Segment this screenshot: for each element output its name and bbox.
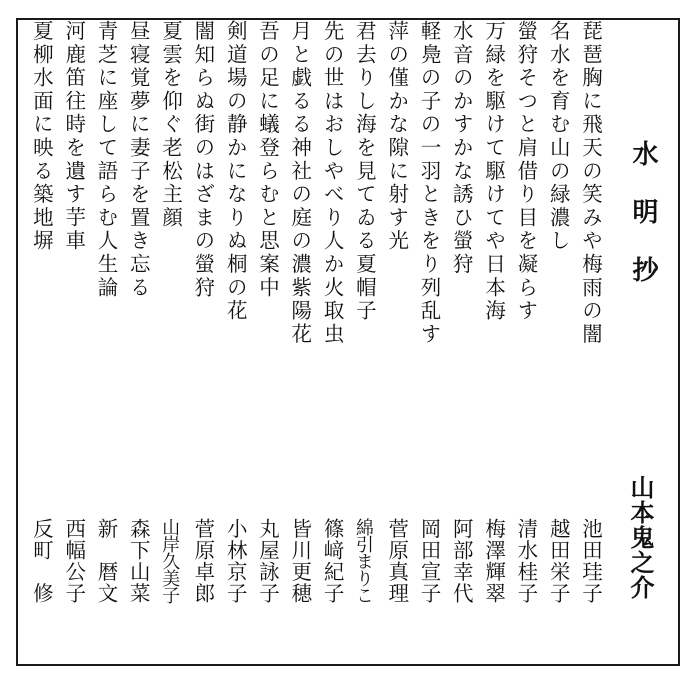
haiku-text: 螢狩そつと肩借り目を凝らす xyxy=(513,20,538,323)
haiku-author: 越田栄子 xyxy=(546,518,571,604)
editor-name: 山本鬼之介 xyxy=(626,475,654,600)
haiku-text: 昼寝覚夢に妻子を置き忘る xyxy=(126,20,151,300)
haiku-author: 菅原卓郎 xyxy=(190,518,215,604)
haiku-text: 青芝に座して語らむ人生論 xyxy=(94,20,118,300)
haiku-author: 丸屋詠子 xyxy=(255,518,280,604)
haiku-author: 小林京子 xyxy=(223,518,248,604)
haiku-text: 河鹿笛往時を遺す芋車 xyxy=(61,20,86,253)
column-title: 水明抄 xyxy=(628,140,658,314)
haiku-author: 新 暦文 xyxy=(94,518,118,604)
haiku-author: 菅原真理 xyxy=(384,518,409,604)
haiku-text: 名水を育む山の緑濃し xyxy=(546,20,571,253)
haiku-text: 水音のかすかな誘ひ螢狩 xyxy=(449,20,474,277)
haiku-author: 梅澤輝翠 xyxy=(481,518,506,604)
haiku-author: 皆川更穂 xyxy=(287,518,312,604)
haiku-text: 万緑を駆けて駆けてや日本海 xyxy=(481,20,506,323)
haiku-text: 闇知らぬ街のはざまの螢狩 xyxy=(190,20,215,300)
haiku-author: 清水桂子 xyxy=(513,518,538,604)
haiku-text: 軽鳧の子の一羽ときをり列乱す xyxy=(417,20,441,347)
haiku-text: 先の世はおしやべり人か火取虫 xyxy=(320,20,345,347)
haiku-text: 君去りし海を見てゐる夏帽子 xyxy=(352,20,377,323)
haiku-author: 綿引まりこ xyxy=(352,518,374,603)
haiku-author: 森下山菜 xyxy=(126,518,151,604)
haiku-author: 山岸久美子 xyxy=(159,518,181,603)
haiku-author: 阿部幸代 xyxy=(449,518,474,604)
haiku-author: 池田珪子 xyxy=(578,518,603,604)
haiku-author: 篠﨑紀子 xyxy=(320,518,345,604)
haiku-text: 萍の僅かな隙に射す光 xyxy=(384,20,409,253)
haiku-author: 反町 修 xyxy=(29,518,54,604)
haiku-author: 岡田宣子 xyxy=(417,518,441,604)
haiku-text: 剣道場の静かになりぬ桐の花 xyxy=(223,20,248,323)
haiku-author: 西幅公子 xyxy=(61,518,86,604)
haiku-text: 月と戯るる神社の庭の濃紫陽花 xyxy=(287,20,312,347)
haiku-text: 夏柳水面に映る築地塀 xyxy=(29,20,54,253)
haiku-text: 吾の足に蟻登らむと思案中 xyxy=(255,20,280,300)
haiku-text: 夏雲を仰ぐ老松主顔 xyxy=(158,20,183,230)
haiku-text: 琵琶胸に飛天の笑みや梅雨の闇 xyxy=(578,20,603,347)
